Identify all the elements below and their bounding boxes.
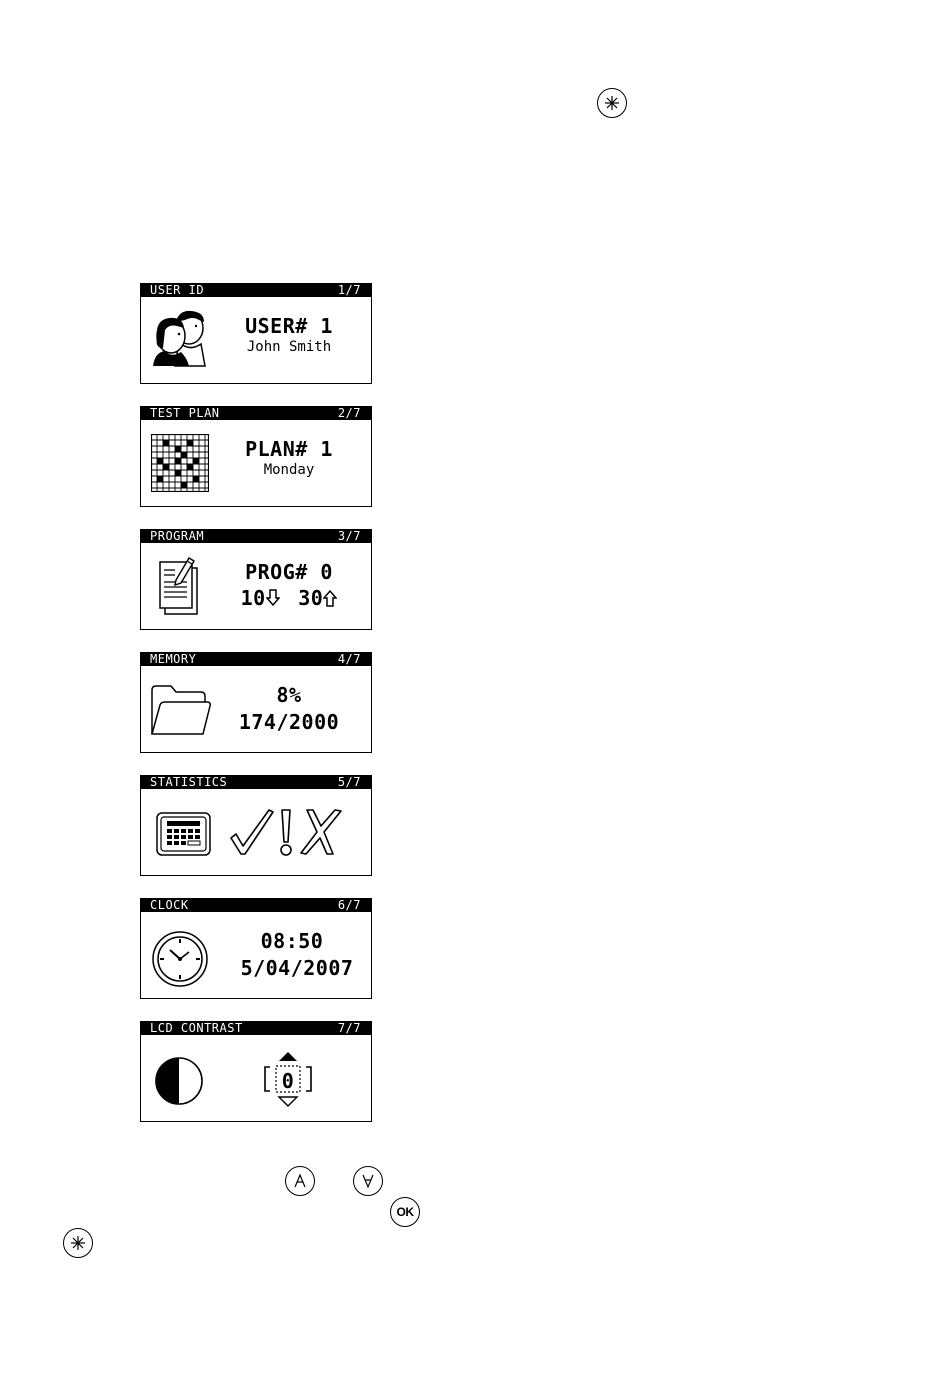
lcd-header <box>141 899 371 912</box>
arrow-down-icon <box>266 589 280 607</box>
lcd-screen-program <box>140 529 372 630</box>
screen-title: PROGRAM <box>150 529 205 543</box>
calculator-icon <box>156 812 211 856</box>
ok-button[interactable] <box>390 1197 420 1227</box>
exclamation-icon <box>276 808 296 858</box>
clock-icon <box>151 930 209 988</box>
document-edit-icon <box>157 556 203 618</box>
asterisk-icon <box>69 1234 87 1252</box>
lcd-screen-statistics <box>140 775 372 876</box>
screen-page: 2/7 <box>337 406 361 420</box>
lcd-header <box>141 407 371 420</box>
screen-page: 3/7 <box>337 529 361 543</box>
lcd-screen-user-id <box>140 283 372 384</box>
screen-page: 1/7 <box>337 283 361 297</box>
contrast-icon <box>154 1056 204 1106</box>
screen-page: 5/7 <box>337 775 361 789</box>
chevron-down-icon <box>361 1173 375 1189</box>
screen-page: 6/7 <box>337 898 361 912</box>
user-number: USER# 1 <box>245 314 333 338</box>
plan-number: PLAN# 1 <box>245 437 333 461</box>
program-range <box>225 586 353 610</box>
screen-page: 4/7 <box>337 652 361 666</box>
ok-button-label: OK <box>396 1205 414 1219</box>
star-button-top[interactable] <box>597 88 627 118</box>
up-button[interactable] <box>285 1166 315 1196</box>
users-icon <box>149 308 211 368</box>
lcd-screen-lcd-contrast <box>140 1021 372 1122</box>
screen-title: USER ID <box>150 283 205 297</box>
screen-title: MEMORY <box>150 652 197 666</box>
lcd-header <box>141 530 371 543</box>
lcd-header <box>141 284 371 297</box>
program-high-value: 30 <box>298 586 324 610</box>
lcd-header <box>141 776 371 789</box>
folder-icon <box>149 683 213 737</box>
lcd-screen-clock <box>140 898 372 999</box>
memory-percent: 8% <box>276 683 302 707</box>
grid-plan-icon <box>151 434 209 492</box>
program-low-value: 10 <box>240 586 266 610</box>
lcd-screen-memory <box>140 652 372 753</box>
lcd-header <box>141 653 371 666</box>
plan-name: Monday <box>263 462 315 478</box>
contrast-value: 0 <box>281 1069 295 1093</box>
lcd-header <box>141 1022 371 1035</box>
check-icon <box>229 808 275 856</box>
clock-date: 5/04/2007 <box>240 956 354 980</box>
arrow-up-icon <box>323 589 337 607</box>
star-button-bottom[interactable] <box>63 1228 93 1258</box>
chevron-up-icon <box>293 1173 307 1189</box>
screen-page: 7/7 <box>337 1021 361 1035</box>
program-number: PROG# 0 <box>245 560 333 584</box>
down-button[interactable] <box>353 1166 383 1196</box>
screen-title: STATISTICS <box>150 775 228 789</box>
memory-count: 174/2000 <box>238 710 340 734</box>
clock-time: 08:50 <box>260 929 324 953</box>
screen-title: CLOCK <box>150 898 189 912</box>
lcd-screen-test-plan <box>140 406 372 507</box>
user-name: John Smith <box>246 339 332 355</box>
asterisk-icon <box>603 94 621 112</box>
screen-title: LCD CONTRAST <box>150 1021 243 1035</box>
screen-title: TEST PLAN <box>150 406 220 420</box>
cross-icon <box>299 808 343 856</box>
